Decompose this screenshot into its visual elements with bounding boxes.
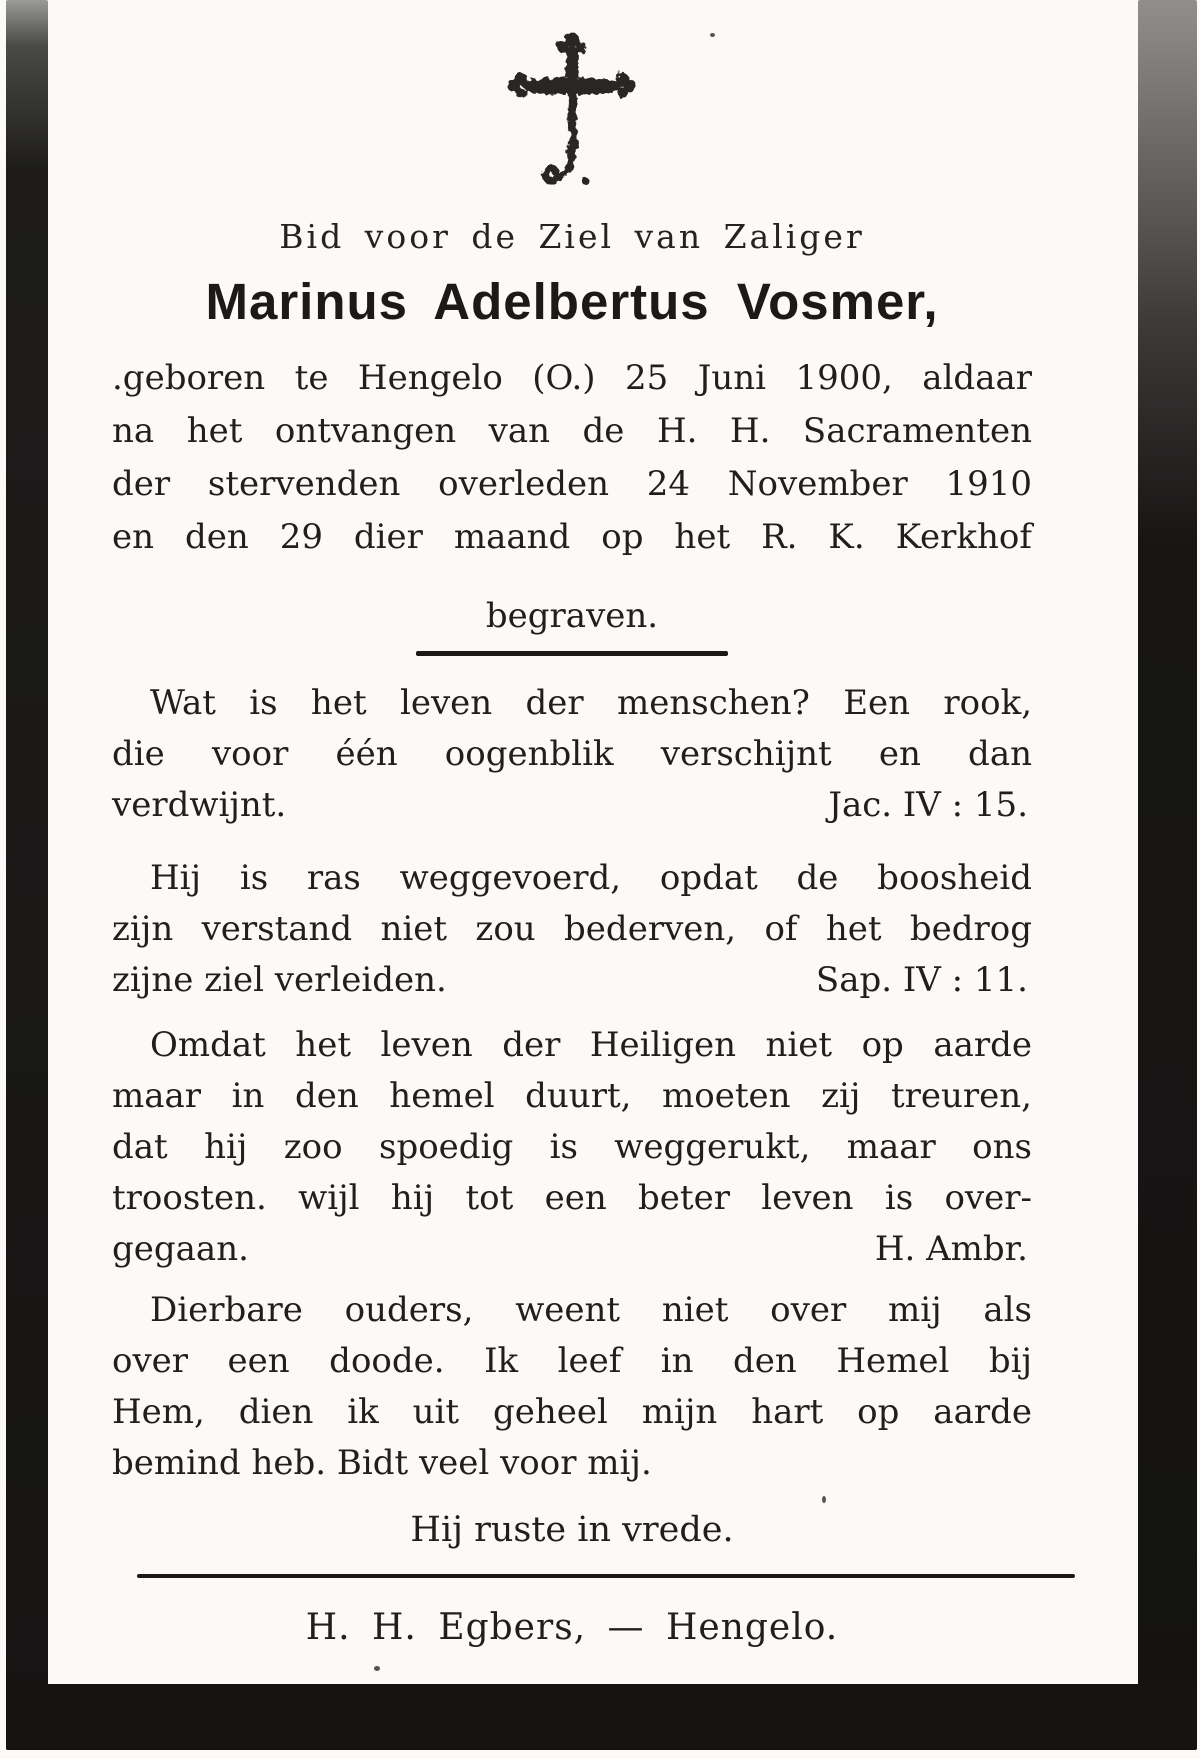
deceased-name: Marinus Adelbertus Vosmer, <box>205 273 939 330</box>
quote-line: dat hij zoo spoedig is weggerukt, maar ons <box>112 1127 1032 1167</box>
cross-container <box>112 28 1032 200</box>
farewell-paragraph <box>112 1285 1032 1489</box>
biography-line: en den 29 dier maand op het R. K. Kerkhof <box>112 517 1032 557</box>
quote-line: die voor één oogenblik verschijnt en dan <box>112 734 1032 774</box>
quote-citation-line <box>112 1224 1032 1275</box>
mourning-border-bottom <box>6 1684 1197 1750</box>
scripture-quote <box>112 1020 1032 1275</box>
quote-line: Hij is ras weggevoerd, opdat de boosheid <box>150 858 1032 898</box>
section-divider <box>416 651 728 656</box>
quote-line: maar in den hemel duurt, moeten zij treuren, <box>112 1076 1032 1116</box>
biography-paragraph <box>112 352 1032 643</box>
quote-line: over een doode. Ik leef in den Hemel bij <box>112 1341 1032 1381</box>
biography-closing-word: begraven. <box>485 596 659 636</box>
footer-divider <box>137 1574 1075 1578</box>
scripture-citation: H. Ambr. <box>874 1229 1028 1269</box>
biography-line: na het ontvangen van de H. H. Sacramenten <box>112 411 1032 451</box>
biography-line: .geboren te Hengelo (O.) 25 Juni 1900, aldaar <box>112 358 1032 398</box>
scripture-citation: Jac. IV : 15. <box>828 785 1028 825</box>
invocation-line: Bid voor de Ziel van Zaliger <box>279 217 865 256</box>
quote-last-text: verdwijnt. <box>112 785 287 825</box>
scripture-citation: Sap. IV : 11. <box>815 960 1028 1000</box>
quote-last-text: bemind heb. Bidt veel voor mij. <box>112 1443 652 1483</box>
quote-line: Omdat het leven der Heiligen niet op aarde <box>150 1025 1032 1065</box>
scan-speck <box>374 1666 380 1671</box>
quote-last-text: gegaan. <box>112 1229 249 1269</box>
rest-in-peace-line: Hij ruste in vrede. <box>410 1510 734 1550</box>
quote-citation-line <box>112 780 1032 831</box>
quote-line: Hem, dien ik uit geheel mijn hart op aarde <box>112 1392 1032 1432</box>
scripture-quote <box>112 678 1032 831</box>
quote-line: Wat is het leven der menschen? Een rook, <box>150 683 1032 723</box>
biography-line: der stervenden overleden 24 November 1910 <box>112 464 1032 504</box>
quote-last-text: zijne ziel verleiden. <box>112 960 447 1000</box>
mourning-border-right <box>1138 0 1197 1750</box>
scripture-quote <box>112 853 1032 1006</box>
printer-imprint: H. H. Egbers, — Hengelo. <box>305 1607 839 1648</box>
quote-line: zijn verstand niet zou bederven, of het bedrog <box>112 909 1032 949</box>
quote-line: troosten. wijl hij tot een beter leven is over- <box>112 1178 1032 1218</box>
quote-line: Dierbare ouders, weent niet over mij als <box>150 1290 1032 1330</box>
quote-citation-line <box>112 955 1032 1006</box>
card-content <box>112 0 1032 1652</box>
mourning-border-left <box>6 0 48 1750</box>
ornate-cross-icon <box>503 28 641 198</box>
